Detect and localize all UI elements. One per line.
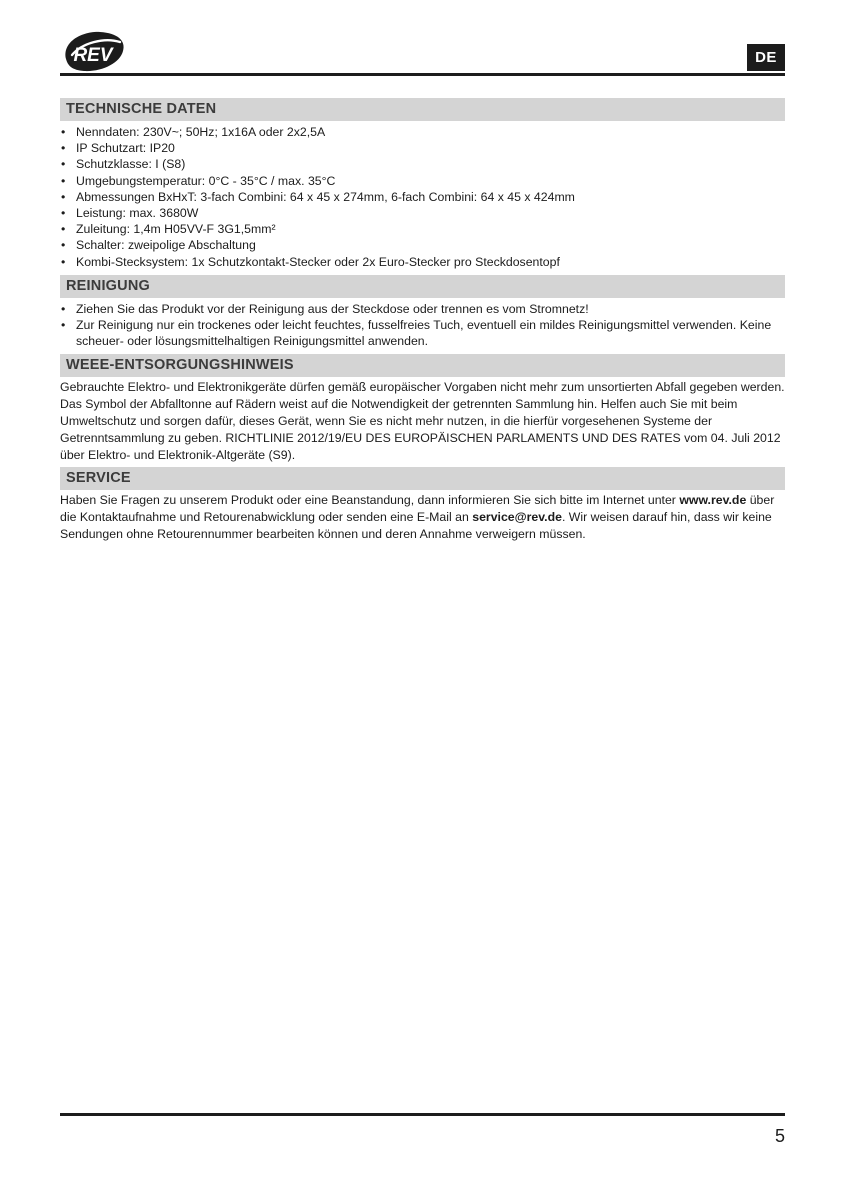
list-item-text: Abmessungen BxHxT: 3-fach Combini: 64 x 45 x 274mm, 6-fach Combini: 64 x 45 x 424mm — [76, 189, 575, 204]
list-item — [60, 317, 785, 349]
list-item — [60, 189, 785, 205]
page-content — [60, 98, 785, 547]
email-link[interactable]: service@rev.de — [472, 510, 562, 525]
list-item — [60, 301, 785, 317]
service-paragraph — [60, 492, 785, 542]
list-item — [60, 140, 785, 156]
footer-divider — [60, 1113, 785, 1116]
list-item-text: Zur Reinigung nur ein trockenes oder leicht feuchtes, fusselfreies Tuch, eventuell ein mildes Reinigungsmittel verwenden. Keine scheuer- oder lösungsmittelhaltigen Reinigungsmittel anwenden. — [76, 318, 772, 349]
list-item — [60, 156, 785, 172]
service-text-3: . Wir weisen darauf hin, dass wir keine Sendungen ohne Retourennummer bearbeiten können und deren Annahme verweigern müssen. — [60, 510, 772, 542]
rev-logo-icon — [60, 28, 128, 74]
list-item-text: Schalter: zweipolige Abschaltung — [76, 238, 256, 253]
list-item — [60, 124, 785, 140]
service-text-1: Haben Sie Fragen zu unserem Produkt oder eine Beanstandung, dann informieren Sie sich bitte im Internet unter — [60, 493, 676, 508]
list-item — [60, 205, 785, 221]
website-link[interactable]: www.rev.de — [679, 493, 747, 508]
section-cleaning — [60, 275, 785, 350]
bullet-icon: • — [61, 318, 66, 333]
bullet-icon: • — [61, 206, 66, 221]
technical-data-list — [60, 124, 785, 270]
list-item-text: Umgebungstemperatur: 0°C - 35°C / max. 35°C — [76, 173, 336, 188]
logo-text: REV — [73, 45, 113, 66]
list-item-text: Schutzklasse: I (S8) — [76, 157, 186, 172]
section-service — [60, 467, 785, 542]
weee-paragraph: Gebrauchte Elektro- und Elektronikgeräte dürfen gemäß europäischer Vorgaben nicht mehr zum unsortierten Abfall gegeben werden. Das Symbol der Abfalltonne auf Rädern weist auf die Notwendigkeit der getrennten Sammlung hin. Helfen auch Sie mit beim Umweltschutz und sorgen dafür, dieses Gerät, wenn Sie es nicht mehr nutzen, in die hierfür vorgesehenen Systeme der Getrenntsammlung zu geben. RICHTLINIE 2012/19/EU DES EUROPÄISCHEN PARLAMENTS UND DES RATES vom 04. Juli 2012 über Elektro- und Elektronik-Altgeräte (S9). — [60, 380, 785, 462]
bullet-icon: • — [61, 222, 66, 237]
list-item-text: Leistung: max. 3680W — [76, 206, 199, 221]
bullet-icon: • — [61, 125, 66, 139]
bullet-icon: • — [61, 189, 66, 204]
cleaning-list — [60, 301, 785, 350]
bullet-icon: • — [61, 301, 66, 316]
list-item-text: Kombi-Stecksystem: 1x Schutzkontakt-Stecker oder 2x Euro-Stecker pro Steckdosentopf — [76, 254, 560, 269]
section-title-weee: WEEE-ENTSORGUNGSHINWEIS — [60, 354, 785, 377]
list-item-text: IP Schutzart: IP20 — [76, 141, 175, 156]
list-item-text: Nenndaten: 230V~; 50Hz; 1x16A oder 2x2,5A — [76, 125, 326, 139]
bullet-icon: • — [61, 238, 66, 253]
section-technical-data — [60, 98, 785, 270]
page-number: 5 — [774, 1126, 785, 1146]
list-item-text: Ziehen Sie das Produkt vor der Reinigung aus der Steckdose oder trennen es vom Stromnetz! — [76, 301, 589, 316]
bullet-icon: • — [61, 157, 66, 172]
list-item-text: Zuleitung: 1,4m H05VV-F 3G1,5mm² — [76, 222, 276, 237]
list-item — [60, 221, 785, 237]
section-title-technical: TECHNISCHE DATEN — [60, 98, 785, 121]
list-item — [60, 254, 785, 270]
section-weee — [60, 354, 785, 463]
section-title-cleaning: REINIGUNG — [60, 275, 785, 298]
list-item — [60, 173, 785, 189]
service-text-2: über die Kontaktaufnahme und Retourenabwicklung oder senden eine E-Mail an — [60, 493, 775, 525]
bullet-icon: • — [61, 254, 66, 269]
section-title-service: SERVICE — [60, 467, 785, 490]
bullet-icon: • — [61, 141, 66, 156]
list-item — [60, 237, 785, 253]
language-badge: DE — [747, 44, 785, 71]
bullet-icon: • — [61, 173, 66, 188]
header-divider — [60, 73, 785, 76]
